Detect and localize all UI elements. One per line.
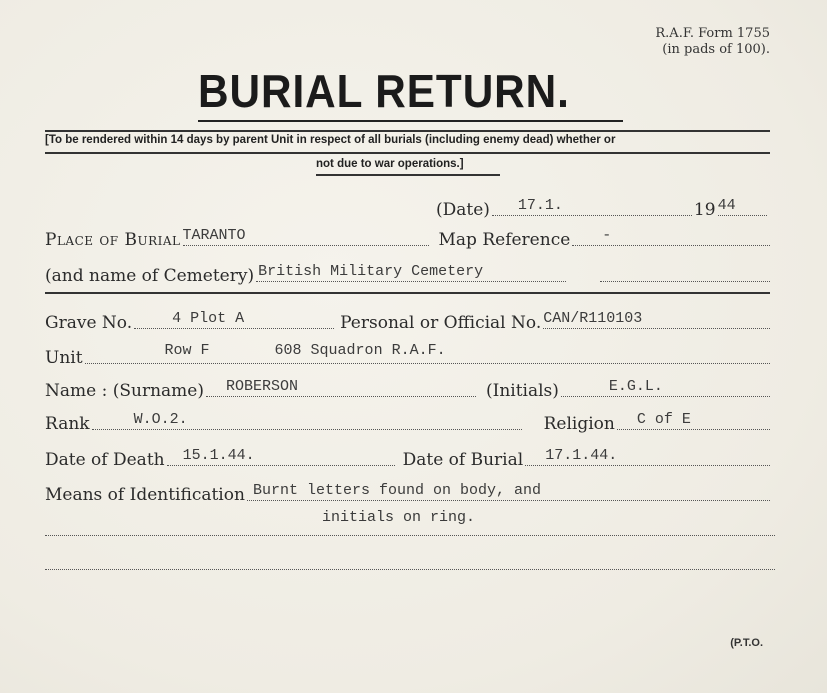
date-year-value: 44 <box>717 197 736 214</box>
rank-value: W.O.2. <box>133 411 188 428</box>
unit-field[interactable] <box>85 342 770 364</box>
cemetery-value: British Military Cemetery <box>258 263 484 280</box>
name-label: Name : (Surname) <box>45 381 204 401</box>
unit-row-value: Row F <box>164 342 210 359</box>
cemetery-extra-field[interactable] <box>600 280 770 282</box>
date-field[interactable] <box>492 197 692 216</box>
initials-value: E.G.L. <box>608 378 663 395</box>
cemetery-label: (and name of Cemetery) <box>45 266 255 286</box>
surname-value: ROBERSON <box>225 378 298 395</box>
place-of-burial-row <box>45 226 772 250</box>
grave-row <box>45 309 772 333</box>
date-row <box>436 196 769 220</box>
identification-value-line2: initials on ring. <box>322 509 476 526</box>
initials-field[interactable] <box>561 378 770 397</box>
identification-value-line1: Burnt letters found on body, and <box>252 482 541 499</box>
form-title: BURIAL RETURN. <box>198 65 570 117</box>
date-year-prefix: 19 <box>693 200 716 220</box>
map-reference-label: Map Reference <box>438 230 571 250</box>
form-number: R.A.F. Form 1755 <box>655 26 770 41</box>
date-of-burial-value: 17.1.44. <box>545 447 618 464</box>
form-reference <box>655 26 770 58</box>
map-reference-field[interactable] <box>572 227 770 246</box>
instructions-underline-1 <box>45 152 770 154</box>
date-year-field[interactable] <box>717 197 767 216</box>
map-reference-value: - <box>602 227 612 244</box>
place-of-burial-label: Place of Burial <box>45 230 181 250</box>
blank-line-1[interactable] <box>45 534 775 536</box>
date-of-death-field[interactable] <box>167 447 395 466</box>
identification-label: Means of Identification <box>45 485 245 505</box>
top-rule <box>45 130 770 132</box>
name-row <box>45 377 772 401</box>
dates-row <box>45 446 772 470</box>
official-no-label: Personal or Official No. <box>340 313 542 333</box>
initials-label: (Initials) <box>485 381 559 401</box>
title-underline <box>198 120 623 122</box>
instructions-underline-2 <box>316 174 500 176</box>
form-pad-note: (in pads of 100). <box>662 42 770 57</box>
instructions-line-2: not due to war operations.] <box>316 158 464 170</box>
rank-field[interactable] <box>92 411 522 430</box>
section-divider <box>45 292 770 294</box>
grave-no-field[interactable] <box>134 310 334 329</box>
unit-value: 608 Squadron R.A.F. <box>274 342 446 359</box>
date-of-death-value: 15.1.44. <box>182 447 255 464</box>
date-label: (Date) <box>436 200 490 220</box>
rank-row <box>45 410 772 434</box>
unit-row <box>45 344 772 368</box>
religion-label: Religion <box>543 414 615 434</box>
date-of-burial-label: Date of Burial <box>402 450 524 470</box>
identification-field[interactable] <box>247 482 770 501</box>
grave-no-label: Grave No. <box>45 313 133 333</box>
surname-field[interactable] <box>206 378 476 397</box>
pto-note: (P.T.O. <box>730 637 763 649</box>
cemetery-row <box>45 262 772 286</box>
place-of-burial-value: TARANTO <box>182 227 246 244</box>
religion-value: C of E <box>636 411 691 428</box>
rank-label: Rank <box>45 414 90 434</box>
date-of-burial-field[interactable] <box>525 447 770 466</box>
instructions-line-1: [To be rendered within 14 days by parent Unit in respect of all burials (including enemy dead) whether or <box>45 134 616 146</box>
date-of-death-label: Date of Death <box>45 450 165 470</box>
blank-line-2[interactable] <box>45 568 775 570</box>
religion-field[interactable] <box>617 411 770 430</box>
date-day-month-value: 17.1. <box>517 197 563 214</box>
official-no-value: CAN/R110103 <box>543 310 643 327</box>
grave-no-value: 4 Plot A <box>172 310 245 327</box>
cemetery-field[interactable] <box>256 263 566 282</box>
identification-row <box>45 481 772 505</box>
official-no-field[interactable] <box>543 310 770 329</box>
unit-label: Unit <box>45 348 83 368</box>
place-of-burial-field[interactable] <box>182 227 429 246</box>
